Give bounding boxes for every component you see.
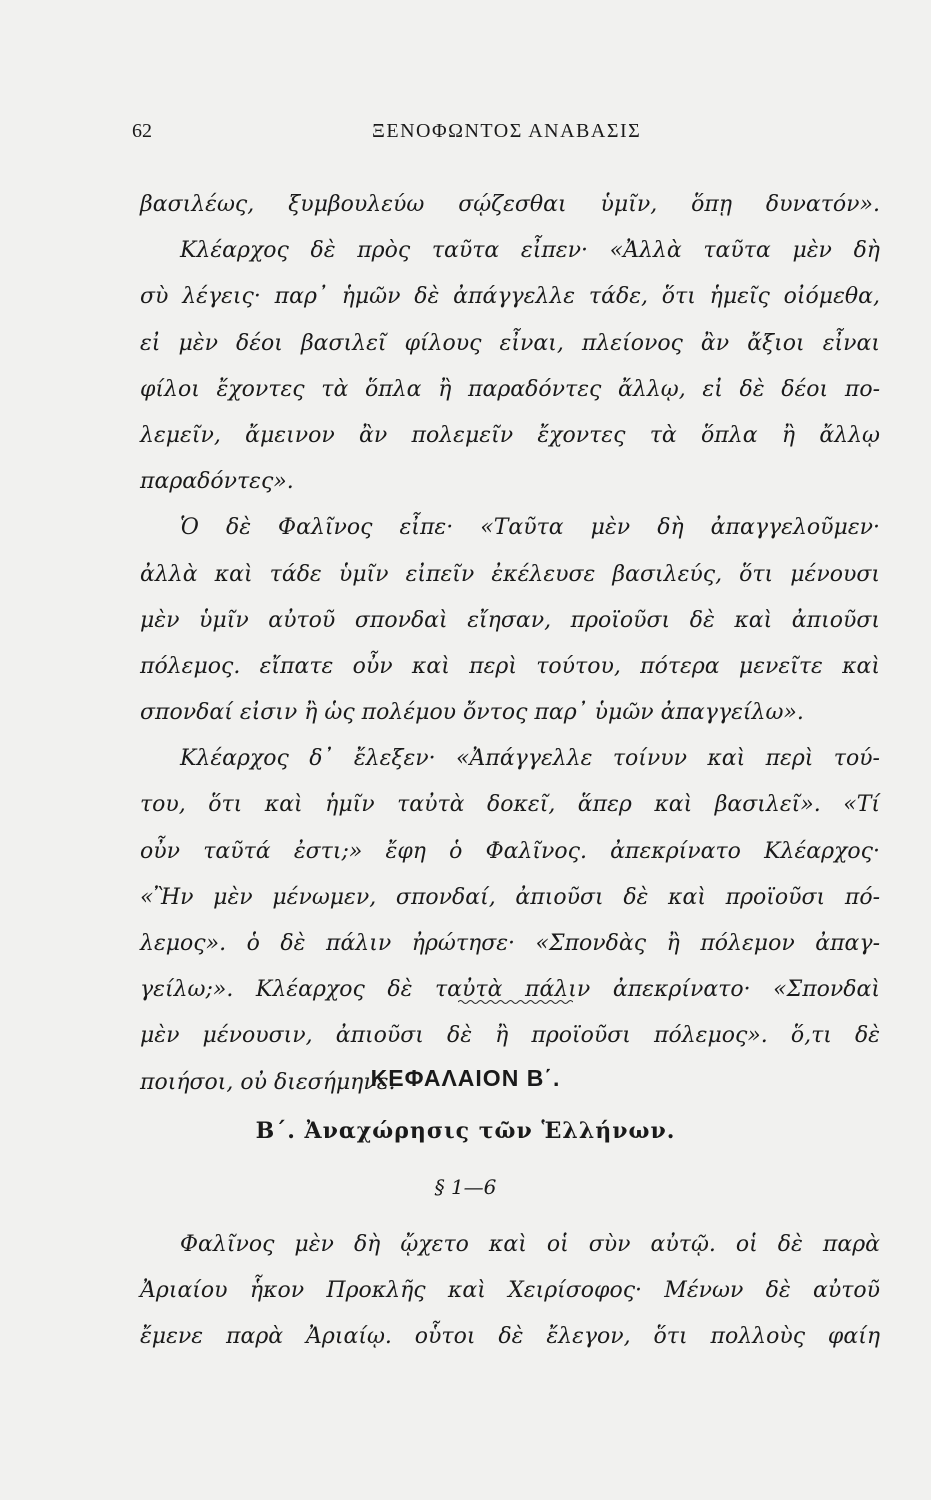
section-range: § 1—6 bbox=[434, 1175, 497, 1199]
text-line: Κλέαρχος δὲ πρὸς ταῦτα εἶπεν· «Ἀλλὰ ταῦτα μὲν δὴ bbox=[180, 238, 880, 264]
text-line: λεμος». ὁ δὲ πάλιν ἠρώτησε· «Σπονδὰς ἢ πόλεμον ἀπαγ- bbox=[140, 931, 880, 956]
text-line: Φαλῖνος μὲν δὴ ᾤχετο καὶ οἱ σὺν αὐτῷ. οἱ δὲ παρὰ bbox=[180, 1232, 880, 1257]
text-line: γείλω;». Κλέαρχος δὲ ταὐτὰ πάλιν ἀπεκρίνατο· «Σπονδαὶ bbox=[140, 977, 880, 1003]
text-line: Κλέαρχος δ᾽ ἔλεξεν· «Ἀπάγγελλε τοίνυν καὶ περὶ τού- bbox=[180, 746, 880, 772]
text-line: λεμεῖν, ἄμεινον ἂν πολεμεῖν ἔχοντες τὰ ὅπλα ἢ ἄλλῳ bbox=[140, 422, 880, 448]
running-head: ΞΕΝΟΦΩΝΤΟΣ ΑΝΑΒΑΣΙΣ bbox=[372, 120, 642, 142]
section-title: Β΄. Ἀναχώρησις τῶν Ἑλλήνων. bbox=[255, 1118, 676, 1144]
text-line: «Ἢν μὲν μένωμεν, σπονδαί, ἀπιοῦσι δὲ καὶ προϊοῦσι πό- bbox=[140, 884, 880, 910]
text-line: ἔμενε παρὰ Ἀριαίῳ. οὗτοι δὲ ἔλεγον, ὅτι πολλοὺς φαίη bbox=[140, 1324, 880, 1350]
text-line: Ὁ δὲ Φαλῖνος εἶπε· «Ταῦτα μὲν δὴ ἀπαγγελοῦμεν· bbox=[180, 515, 880, 541]
chapter-body-text bbox=[140, 1222, 880, 1361]
text-line: εἰ μὲν δέοι βασιλεῖ φίλους εἶναι, πλείονος ἂν ἄξιοι εἶναι bbox=[140, 330, 880, 356]
text-line: ἀλλὰ καὶ τάδε ὑμῖν εἰπεῖν ἐκέλευσε βασιλεύς, ὅτι μένουσι bbox=[140, 561, 880, 587]
text-line: σὺ λέγεις· παρ᾽ ἡμῶν δὲ ἀπάγγελλε τάδε, ὅτι ἡμεῖς οἰόμεθα, bbox=[140, 284, 880, 310]
text-line: μὲν μένουσιν, ἀπιοῦσι δὲ ἢ προϊοῦσι πόλεμος». ὅ,τι δὲ bbox=[140, 1023, 880, 1049]
body-text bbox=[140, 182, 880, 1106]
text-line: παραδόντες». bbox=[140, 469, 294, 495]
text-line: του, ὅτι καὶ ἡμῖν ταὐτὰ δοκεῖ, ἅπερ καὶ βασιλεῖ». «Τί bbox=[140, 792, 880, 818]
chapter-title: ΚΕΦΑΛΑΙΟΝ Β΄. bbox=[370, 1065, 561, 1091]
page-header bbox=[132, 120, 832, 150]
text-line: οὖν ταῦτά ἐστι;» ἔφη ὁ Φαλῖνος. ἀπεκρίνατο Κλέαρχος· bbox=[140, 838, 880, 864]
text-line: Ἀριαίου ἧκον Προκλῆς καὶ Χειρίσοφος· Μένων δὲ αὐτοῦ bbox=[140, 1278, 880, 1304]
text-line: ποιήσοι, οὐ διεσήμηνε. bbox=[140, 1069, 396, 1095]
text-line: πόλεμος. εἴπατε οὖν καὶ περὶ τούτου, πότερα μενεῖτε καὶ bbox=[140, 653, 880, 679]
wavy-divider bbox=[458, 998, 573, 1006]
text-line: βασιλέως, ξυμβουλεύω σῴζεσθαι ὑμῖν, ὅπῃ δυνατόν». bbox=[140, 192, 880, 217]
page-number: 62 bbox=[132, 120, 152, 142]
text-line: μὲν ὑμῖν αὐτοῦ σπονδαὶ εἴησαν, προϊοῦσι δὲ καὶ ἀπιοῦσι bbox=[140, 607, 880, 633]
text-line: σπονδαί εἰσιν ἢ ὡς πολέμου ὄντος παρ᾽ ὑμῶν ἀπαγγείλω». bbox=[140, 700, 804, 726]
text-line: φίλοι ἔχοντες τὰ ὅπλα ἢ παραδόντες ἄλλῳ, εἰ δὲ δέοι πο- bbox=[140, 376, 880, 402]
